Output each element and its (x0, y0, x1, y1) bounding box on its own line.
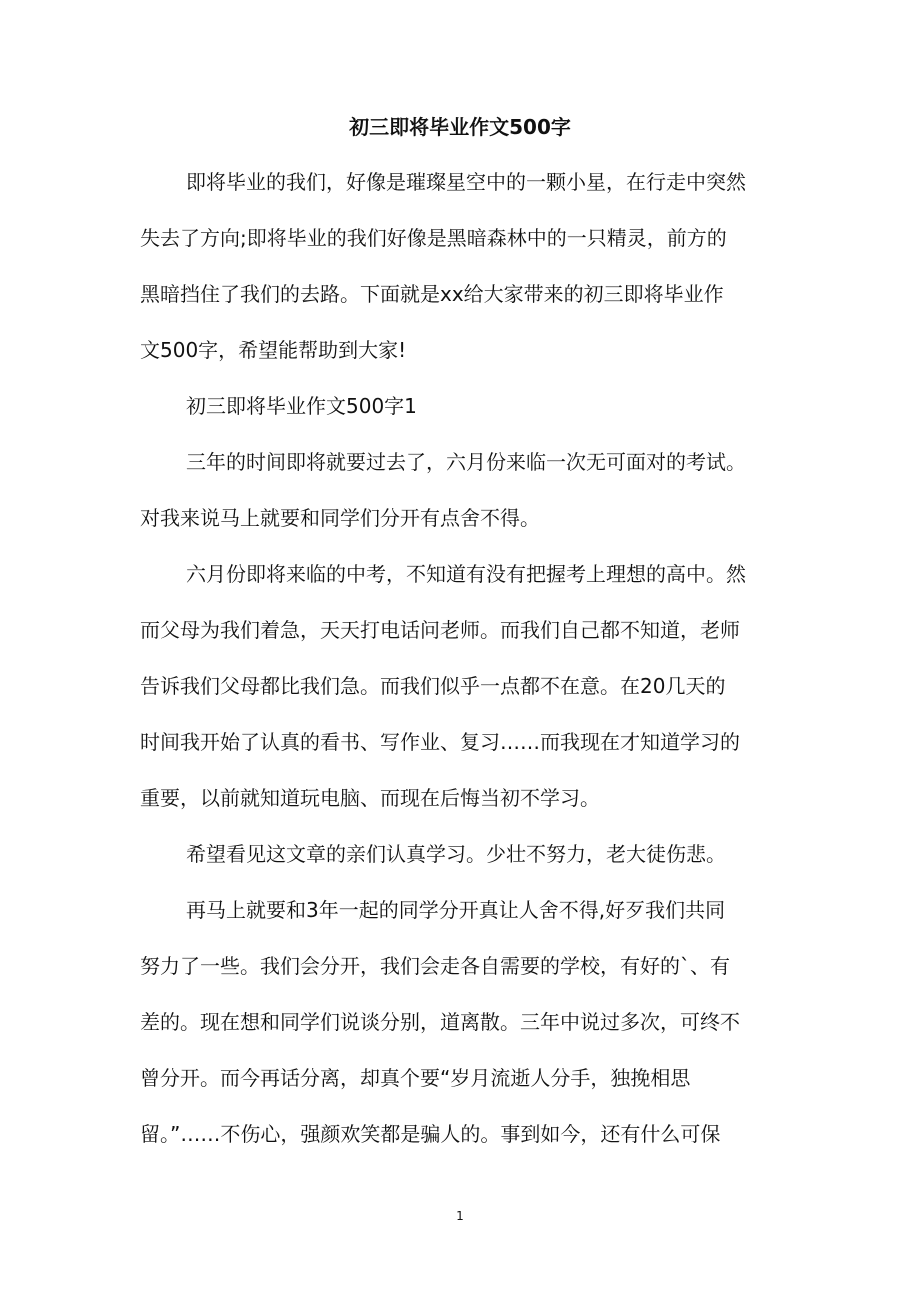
paragraph-line: 留。”……不伤心，强颜欢笑都是骗人的。事到如今，还有什么可保 (140, 1122, 721, 1146)
paragraph-line: 三年的时间即将就要过去了，六月份来临一次无可面对的考试。 (186, 450, 746, 474)
section-heading-text: 初三即将毕业作文500字1 (186, 394, 417, 418)
paragraph-line: 失去了方向;即将毕业的我们好像是黑暗森林中的一只精灵，前方的 (140, 226, 727, 250)
paragraph-line: 黑暗挡住了我们的去路。下面就是xx给大家带来的初三即将毕业作 (140, 282, 724, 306)
paragraph-line: 曾分开。而今再话分离，却真个要“岁月流逝人分手，独挽相思 (140, 1066, 691, 1090)
document-title: 初三即将毕业作文500字 (349, 115, 571, 139)
paragraph-line: 告诉我们父母都比我们急。而我们似乎一点都不在意。在20几天的 (140, 674, 726, 698)
section-heading (140, 378, 780, 434)
paragraph (140, 434, 780, 546)
paragraph-line: 而父母为我们着急，天天打电话问老师。而我们自己都不知道，老师 (140, 618, 740, 642)
paragraph-line: 再马上就要和3年一起的同学分开真让人舍不得,好歹我们共同 (186, 898, 726, 922)
paragraph (140, 882, 780, 1162)
page-number: 1 (456, 1209, 464, 1223)
paragraph-line: 差的。现在想和同学们说谈分别，道离散。三年中说过多次，可终不 (140, 1010, 740, 1034)
paragraph-line: 时间我开始了认真的看书、写作业、复习……而我现在才知道学习的 (140, 730, 740, 754)
document-body (140, 154, 780, 1162)
paragraph (140, 546, 780, 826)
paragraph-line: 希望看见这文章的亲们认真学习。少壮不努力，老大徒伤悲。 (186, 842, 726, 866)
paragraph-line: 即将毕业的我们，好像是璀璨星空中的一颗小星，在行走中突然 (186, 170, 746, 194)
paragraph-line: 文500字，希望能帮助到大家! (140, 338, 407, 362)
paragraph-line: 重要，以前就知道玩电脑、而现在后悔当初不学习。 (140, 786, 600, 810)
paragraph-line: 对我来说马上就要和同学们分开有点舍不得。 (140, 506, 540, 530)
paragraph (140, 826, 780, 882)
paragraph (140, 154, 780, 378)
paragraph-line: 六月份即将来临的中考，不知道有没有把握考上理想的高中。然 (186, 562, 746, 586)
paragraph-line: 努力了一些。我们会分开，我们会走各自需要的学校，有好的`、有 (140, 954, 730, 978)
